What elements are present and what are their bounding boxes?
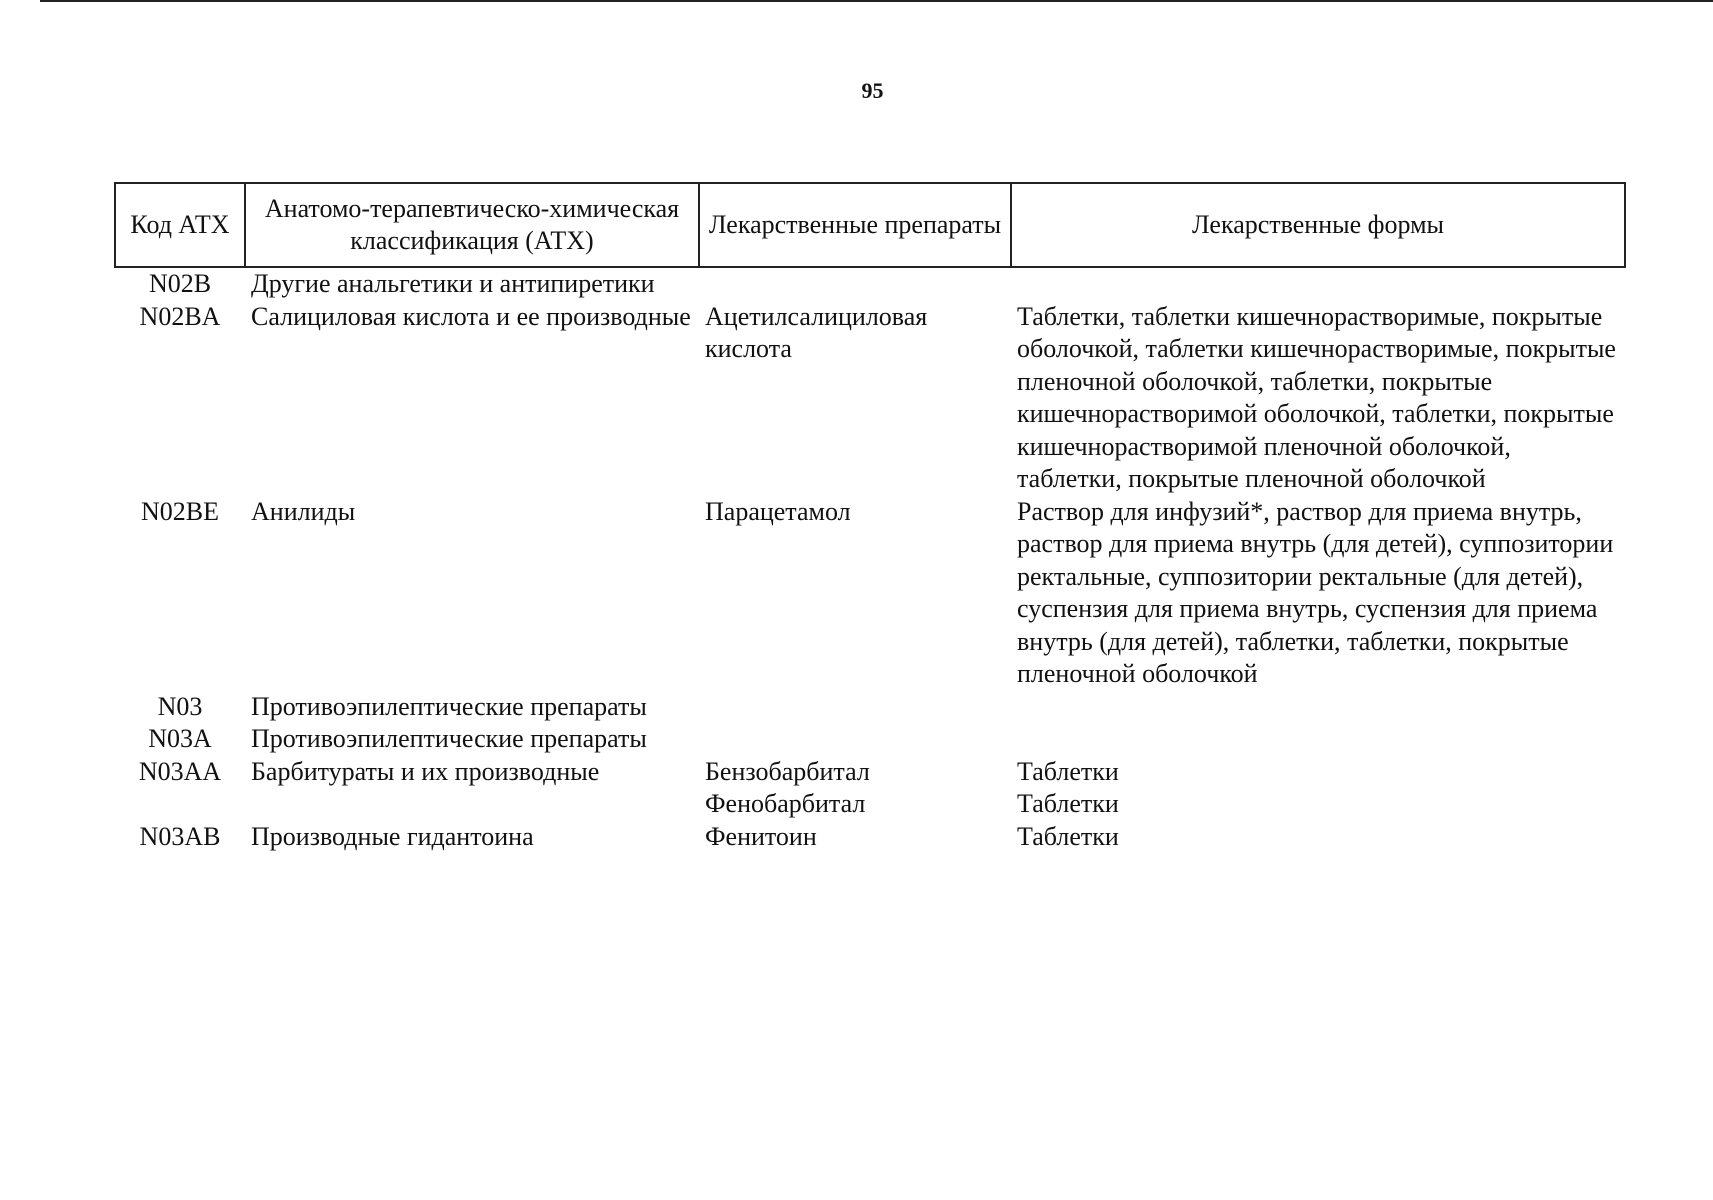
- row-drug: Фенобарбитал: [705, 789, 866, 818]
- row-classification: Анилиды: [251, 496, 356, 526]
- row-drug: [699, 723, 1011, 756]
- row-code: N02B: [148, 269, 212, 298]
- table-row: [115, 821, 1625, 854]
- row-code: N02BE: [141, 496, 219, 526]
- row-drug: [699, 691, 1011, 724]
- table-row: [115, 723, 1625, 756]
- row-forms: Таблетки: [1017, 821, 1119, 851]
- row-forms: [1011, 723, 1625, 756]
- table-row: [115, 691, 1625, 724]
- table-row: [115, 756, 1625, 789]
- row-drug: Парацетамол: [705, 496, 851, 526]
- row-classification: Противоэпилептические препараты: [251, 724, 647, 753]
- header-code: Код АТХ: [115, 183, 245, 267]
- row-forms: [1011, 691, 1625, 724]
- row-forms: Таблетки: [1017, 789, 1119, 818]
- row-classification: Производные гидантоина: [251, 821, 534, 851]
- row-code: N03AB: [139, 821, 221, 851]
- table-row: [115, 301, 1625, 496]
- row-code: [115, 788, 245, 821]
- row-classification: Другие анальгетики и антипиретики: [251, 269, 655, 298]
- row-forms: Таблетки: [1017, 756, 1119, 786]
- row-classification: Барбитураты и их производные: [251, 756, 600, 786]
- page-number: 95: [861, 78, 884, 103]
- row-classification: [245, 788, 699, 821]
- row-classification: Противоэпилептические препараты: [251, 691, 647, 721]
- row-forms: Раствор для инфузий*, раствор для приема внутрь, раствор для приема внутрь (для детей), суппозитории ректальные, суппозитории ректальные (для детей), суспензия для приема внутрь, суспензия для приема внутрь (для детей), таблетки, таблетки, покрытые пленочной оболочкой: [1017, 496, 1614, 688]
- row-code: N02BA: [139, 301, 221, 331]
- scan-top-border: [40, 0, 1713, 2]
- row-drug: Ацетилсалициловая кислота: [705, 301, 928, 363]
- row-drug: Фенитоин: [705, 821, 817, 851]
- atx-table: [114, 182, 1626, 853]
- row-code: N03AA: [138, 756, 222, 786]
- row-code: N03: [157, 691, 203, 721]
- row-classification: Салициловая кислота и ее производные: [251, 301, 691, 331]
- table-header-row: [115, 183, 1625, 267]
- table-row: [115, 788, 1625, 821]
- row-drug: Бензобарбитал: [705, 756, 870, 786]
- table-row: [115, 267, 1625, 301]
- header-classification: Анатомо-терапевтическо-химическая классификация (АТХ): [245, 183, 699, 267]
- row-forms: Таблетки, таблетки кишечнорастворимые, покрытые оболочкой, таблетки кишечнорастворимые, покрытые пленочной оболочкой, таблетки, покрытые кишечнорастворимой оболочкой, таблетки, покрытые кишечнорастворимой пленочной оболочкой, таблетки, покрытые пленочной оболочкой: [1017, 301, 1616, 493]
- row-code: N03A: [148, 724, 212, 753]
- row-forms: [1011, 267, 1625, 301]
- header-drugs: Лекарственные препараты: [699, 183, 1011, 267]
- row-drug: [699, 267, 1011, 301]
- table-row: [115, 496, 1625, 691]
- header-forms: Лекарственные формы: [1011, 183, 1625, 267]
